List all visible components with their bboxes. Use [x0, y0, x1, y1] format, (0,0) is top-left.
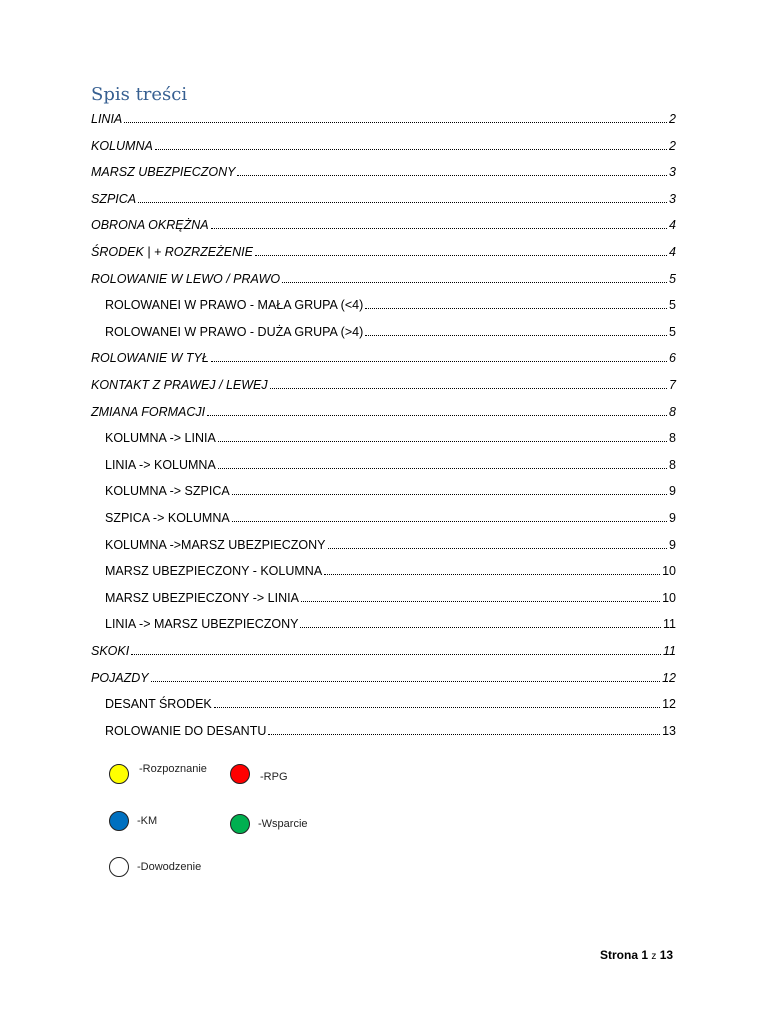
toc-entry-label: SZPICA	[91, 191, 137, 206]
toc-entry-label: LINIA -> KOLUMNA	[105, 457, 216, 472]
toc-entry[interactable]	[91, 184, 676, 206]
toc-entry-label: KOLUMNA -> SZPICA	[105, 484, 230, 499]
toc-entry-page: 7	[669, 378, 676, 392]
toc-dot-leader	[151, 680, 660, 682]
legend-label: -RPG	[260, 771, 288, 783]
toc-entry-page: 3	[669, 165, 676, 180]
white-circle-icon	[109, 857, 129, 877]
toc-dot-leader	[365, 307, 667, 309]
toc-entry-page: 13	[662, 723, 676, 738]
legend-item-rozpoznanie	[109, 764, 207, 784]
legend-label: -KM	[137, 815, 158, 827]
toc-entry[interactable]	[91, 423, 676, 445]
toc-entry-page: 9	[669, 511, 676, 525]
toc-entry-label: ŚRODEK | + ROZRZEŻENIE	[91, 245, 253, 259]
toc-dot-leader	[255, 254, 667, 256]
toc-entry[interactable]	[91, 609, 676, 631]
toc-entry[interactable]	[91, 636, 676, 658]
toc-entry[interactable]	[91, 264, 676, 286]
toc-entry-label: SKOKI	[91, 644, 130, 658]
toc-entry[interactable]	[91, 556, 676, 578]
legend-item-km	[109, 811, 157, 831]
toc-entry-label: ROLOWANEI W PRAWO - MAŁA GRUPA (<4)	[105, 298, 364, 313]
toc-entry-page: 12	[662, 670, 676, 685]
toc-entry-label: ROLOWANIE DO DESANTU	[105, 723, 267, 738]
toc-entry-label: SZPICA -> KOLUMNA	[105, 511, 230, 525]
toc-entry-label: KOLUMNA ->MARSZ UBEZPIECZONY	[105, 537, 326, 552]
toc-entry[interactable]	[91, 157, 676, 179]
toc-dot-leader	[268, 733, 660, 735]
toc-entry-label: ROLOWANEI W PRAWO - DUŻA GRUPA (>4)	[105, 324, 364, 339]
toc-dot-leader	[232, 520, 667, 522]
toc-dot-leader	[365, 334, 667, 336]
toc-entry[interactable]	[91, 716, 676, 738]
toc-entry-page: 5	[669, 298, 676, 313]
page-footer	[600, 948, 673, 962]
toc-dot-leader	[301, 600, 660, 602]
toc-entry-page: 5	[669, 324, 676, 339]
toc-entry-page: 11	[663, 617, 676, 632]
legend-label: -Dowodzenie	[137, 861, 202, 873]
toc-entry[interactable]	[91, 131, 676, 153]
yellow-circle-icon	[109, 764, 129, 784]
toc-entry-page: 5	[669, 271, 676, 286]
legend-item-wsparcie	[230, 814, 308, 834]
toc-entry-page: 6	[669, 351, 676, 366]
toc-entry-page: 8	[669, 457, 676, 472]
toc-entry-page: 3	[669, 191, 676, 206]
toc-dot-leader	[328, 547, 668, 549]
toc-dot-leader	[211, 227, 667, 229]
toc-entry-label: MARSZ UBEZPIECZONY	[91, 165, 236, 180]
footer-total-pages: 13	[659, 948, 674, 962]
toc-entry-page: 12	[662, 697, 676, 712]
toc-entry-page: 8	[669, 404, 676, 419]
toc-entry[interactable]	[91, 450, 676, 472]
toc-entry[interactable]	[91, 237, 676, 259]
toc-entry-label: MARSZ UBEZPIECZONY -> LINIA	[105, 590, 299, 605]
toc-entry-page: 11	[663, 644, 676, 658]
toc-entry-page: 2	[669, 138, 676, 153]
legend-label: -Rozpoznanie	[139, 763, 207, 775]
toc-entry-label: DESANT ŚRODEK	[105, 697, 212, 712]
toc-entry-page: 4	[669, 218, 676, 233]
toc-dot-leader	[214, 706, 660, 708]
toc-dot-leader	[218, 467, 667, 469]
toc-entry-page: 4	[669, 245, 676, 259]
toc-dot-leader	[207, 414, 667, 416]
toc-dot-leader	[155, 148, 667, 150]
legend-item-rpg	[230, 764, 288, 784]
toc-entry-label: POJAZDY	[91, 670, 149, 685]
toc-entry-label: KOLUMNA -> LINIA	[105, 431, 216, 446]
toc-entry[interactable]	[91, 370, 676, 392]
toc-entry-page: 10	[662, 564, 676, 579]
legend-label: -Wsparcie	[258, 818, 308, 830]
toc-entry[interactable]	[91, 663, 676, 685]
legend-item-dowodzenie	[109, 857, 201, 877]
toc-entry-label: OBRONA OKRĘŻNA	[91, 218, 209, 233]
toc-entry-label: KOLUMNA	[91, 138, 153, 153]
toc-entry[interactable]	[91, 104, 676, 126]
green-circle-icon	[230, 814, 250, 834]
toc-dot-leader	[237, 174, 667, 176]
toc-title: Spis treści	[91, 84, 188, 105]
toc-entry-label: LINIA -> MARSZ UBEZPIECZONY	[105, 617, 299, 632]
toc-entry[interactable]	[91, 317, 676, 339]
toc-entry-label: MARSZ UBEZPIECZONY - KOLUMNA	[105, 564, 323, 579]
toc-entry-label: ROLOWANIE W TYŁ	[91, 351, 209, 366]
toc-dot-leader	[300, 626, 661, 628]
toc-entry[interactable]	[91, 210, 676, 232]
toc-dot-leader	[124, 121, 667, 123]
toc-entry-label: LINIA	[91, 112, 123, 126]
toc-entry-label: ZMIANA FORMACJI	[91, 404, 206, 419]
toc-entry-label: KONTAKT Z PRAWEJ / LEWEJ	[91, 378, 268, 392]
toc-entry[interactable]	[91, 583, 676, 605]
footer-current-page: 1	[641, 948, 649, 962]
toc-entry[interactable]	[91, 476, 676, 498]
toc-entry[interactable]	[91, 343, 676, 365]
toc-entry[interactable]	[91, 530, 676, 552]
toc-dot-leader	[232, 493, 667, 495]
toc-dot-leader	[282, 281, 667, 283]
toc-dot-leader	[138, 201, 667, 203]
toc-entry-page: 2	[669, 112, 676, 126]
toc-entry[interactable]	[91, 397, 676, 419]
footer-strona: Strona	[600, 948, 639, 962]
blue-circle-icon	[109, 811, 129, 831]
toc-dot-leader	[324, 573, 660, 575]
toc-dot-leader	[270, 387, 667, 389]
toc-entry-label: ROLOWANIE W LEWO / PRAWO	[91, 271, 281, 286]
toc-dot-leader	[131, 653, 661, 655]
toc-entry[interactable]	[91, 503, 676, 525]
footer-z: z	[651, 951, 657, 962]
toc-dot-leader	[211, 360, 667, 362]
toc-entry-page: 10	[662, 590, 676, 605]
toc-dot-leader	[218, 440, 667, 442]
toc-entry[interactable]	[91, 689, 676, 711]
toc-entry-page: 8	[669, 431, 676, 446]
toc-entry[interactable]	[91, 290, 676, 312]
toc-entry-page: 9	[669, 484, 676, 499]
toc-entry-page: 9	[669, 537, 676, 552]
red-circle-icon	[230, 764, 250, 784]
